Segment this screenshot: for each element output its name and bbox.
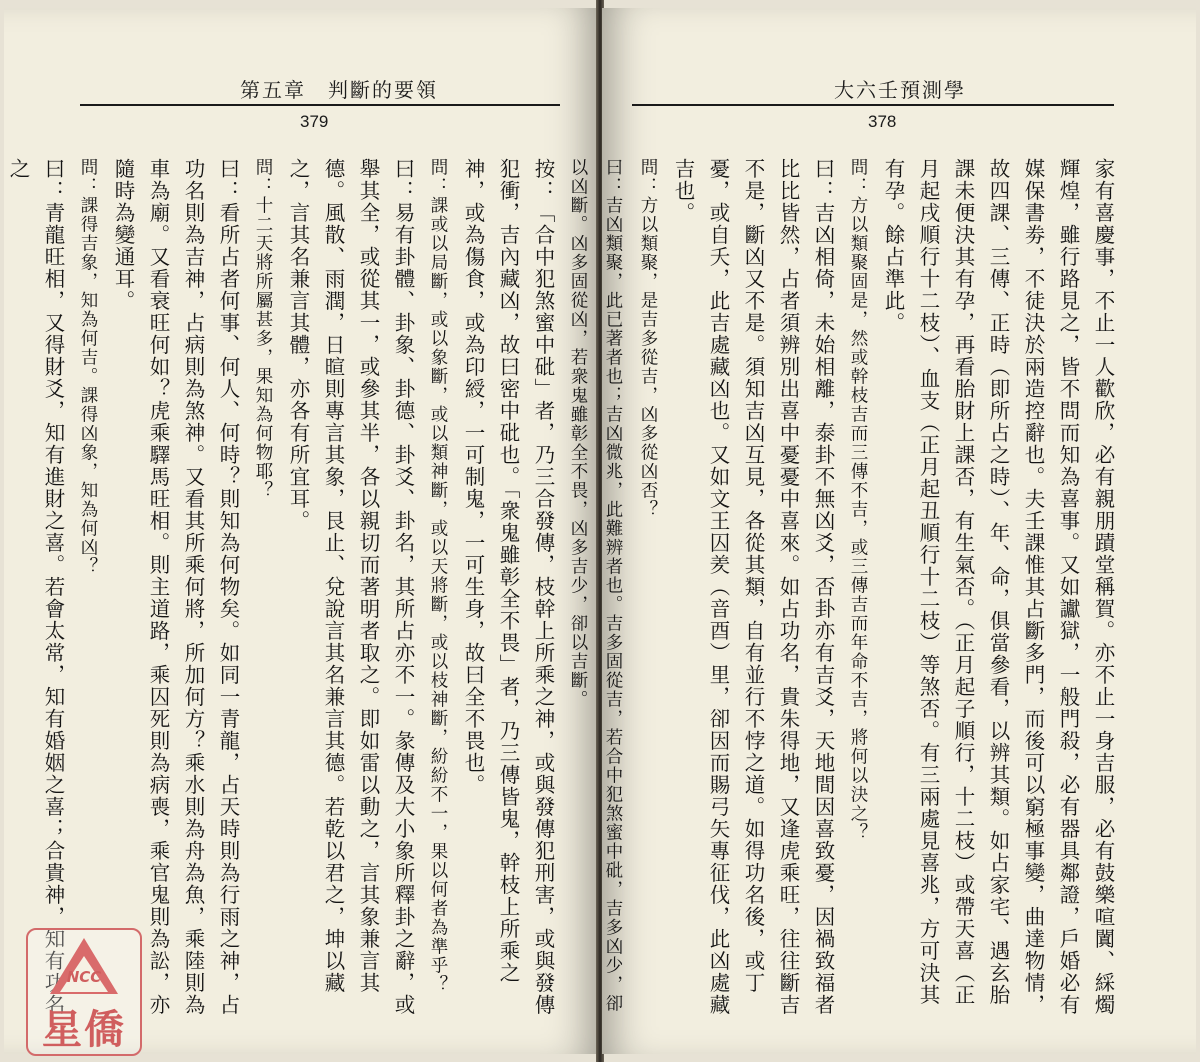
para-text: 課得吉象，知為何吉。課得凶象，知為何凶？ bbox=[78, 196, 98, 576]
para-text: 吉凶相倚，未始相離，泰卦不無凶爻，否卦亦有吉爻，天地間因喜致憂，因禍致福者比比皆然，占者須辨別出喜中憂憂中喜來。如占功名，貴朱得地，又逢虎乘旺，往往斷吉不是，斷凶又不是。須知吉凶互見，各從其類，自有並行不悖之道。如得功名後，或丁憂，或自夭，此吉處藏凶也。又如文王囚羑（音酉）里，卻因而賜弓矢專征伐，此凶處藏吉也。 bbox=[671, 158, 835, 1016]
para-lead: 問： bbox=[428, 158, 448, 196]
para-lead: 問： bbox=[78, 158, 98, 196]
right-text-block bbox=[568, 158, 1120, 1018]
paragraph bbox=[280, 158, 420, 1018]
stamp-brand: NCC bbox=[66, 968, 102, 986]
para-text: 方以類聚，是吉多從吉，凶多從凶否？ bbox=[638, 196, 658, 519]
para-text: 課或以局斷，或以象斷，或以類神斷，或以天將斷，或以枝神斷，紛紛不一，果以何者為準乎？ bbox=[428, 196, 448, 994]
paragraph bbox=[840, 158, 875, 1018]
para-lead: 曰： bbox=[41, 158, 65, 202]
left-running-head: 第五章 判斷的要領 bbox=[240, 78, 438, 102]
para-lead: 曰： bbox=[216, 158, 240, 202]
para-text: 看所占者何事、何人、何時？則知為何物矣。如同一青龍，占天時則為行雨之神，占功名則為吉神，占病則為煞神。又看其所乘何將，所加何方？乘水則為舟為魚，乘陸則為車為廟。又看衰旺何如？虎乘驛馬旺相。則主道路，乘囚死則為病喪，乘官鬼則為訟，亦隨時為變通耳。 bbox=[111, 158, 240, 1016]
para-lead: 問： bbox=[638, 158, 658, 196]
left-page-number: 379 bbox=[300, 112, 329, 131]
para-text: 家有喜慶事，不止一人歡欣，必有親朋蹟堂稱賀。亦不止一身吉服，必有鼓樂喧闐、綵燭輝煌，雖行路見之，皆不問而知為喜事。又如讞獄，一般門殺，必有器具鄰證，戶婚必有媒保書劵，不徒決於兩造控辭也。夫壬課惟其占斷多門，而後可以窮極事變，曲達物情，故四課、三傳、正時（即所占之時）、年、命，俱當參看，以辨其類。如占家宅、遇玄胎課未便決其有孕，再看胎財上課否，有生氣否。（正月起子順行，十二枝）或帶天喜（正月起戌順行十二枝）、血支（正月起丑順行十二枝）等煞否。有三兩處見喜兆，方可決其有孕。餘占準此。 bbox=[881, 158, 1115, 1016]
para-text: 「合中犯煞蜜中砒」者，乃三合發傳，枝幹上所乘之神，或與發傳犯刑害，或與發傳犯衝，吉內藏凶，故曰密中砒也。「衆鬼雖彰全不畏」者，乃三傳皆鬼，幹枝上所乘之神，或為傷食，或為印綬，一可制鬼，一可生身，故曰全不畏也。 bbox=[461, 158, 555, 1016]
paragraph bbox=[560, 158, 630, 1018]
para-text: 十二天將所屬甚多，果知為何物耶？ bbox=[253, 196, 273, 500]
para-text: 方以類聚固是，然或幹枝吉而三傳不吉，或三傳吉而年命不吉，將何以決之？ bbox=[848, 196, 868, 842]
para-lead: 曰： bbox=[811, 158, 835, 202]
left-text-block bbox=[6, 158, 560, 1018]
para-lead: 按： bbox=[531, 158, 555, 202]
paragraph bbox=[630, 158, 665, 1018]
para-text: 吉凶類聚，此已著者也；吉凶微兆，此難辨者也。吉多固從吉，若合中犯煞蜜中砒，吉多凶少，卻以凶斷。凶多固從凶，若衆鬼雖彰全不畏，凶多吉少，卻以吉斷。 bbox=[568, 158, 623, 1013]
left-page bbox=[4, 8, 598, 1054]
paragraph bbox=[665, 158, 840, 1018]
left-header-rule bbox=[80, 104, 560, 106]
para-text: 青龍旺相，又得財爻，知有進財之喜。若會太常，知有婚姻之喜；合貴神，知有功名之 bbox=[6, 158, 65, 1016]
stamp-name: 星僑 bbox=[42, 1006, 126, 1053]
para-lead: 曰： bbox=[391, 158, 415, 202]
right-page bbox=[568, 8, 1196, 1054]
paragraph bbox=[420, 158, 455, 1018]
paragraph bbox=[455, 158, 560, 1018]
para-text: 易有卦體、卦象、卦德、卦爻、卦名，其所占亦不一。彖傳及大小象所釋卦之辭，或舉其全，或從其一，或參其半，各以親切而著明者取之。即如雷以動之，言其象兼言其德。風散、雨潤，日暄則專言其象，艮止、兌說言其名兼言其德。若乾以君之，坤以藏之，言其名兼言其體，亦各有所宜耳。 bbox=[286, 158, 415, 1016]
paragraph bbox=[0, 158, 70, 1018]
paragraph bbox=[875, 158, 1120, 1018]
paragraph bbox=[70, 158, 105, 1018]
para-lead: 問： bbox=[253, 158, 273, 196]
paragraph bbox=[245, 158, 280, 1018]
para-lead: 曰： bbox=[603, 158, 623, 196]
right-header-rule bbox=[632, 104, 1114, 106]
right-running-head: 大六壬預測學 bbox=[834, 78, 966, 102]
paragraph bbox=[105, 158, 245, 1018]
ncc-watermark-stamp bbox=[26, 928, 142, 1056]
para-lead: 問： bbox=[848, 158, 868, 196]
right-page-number: 378 bbox=[868, 112, 897, 131]
